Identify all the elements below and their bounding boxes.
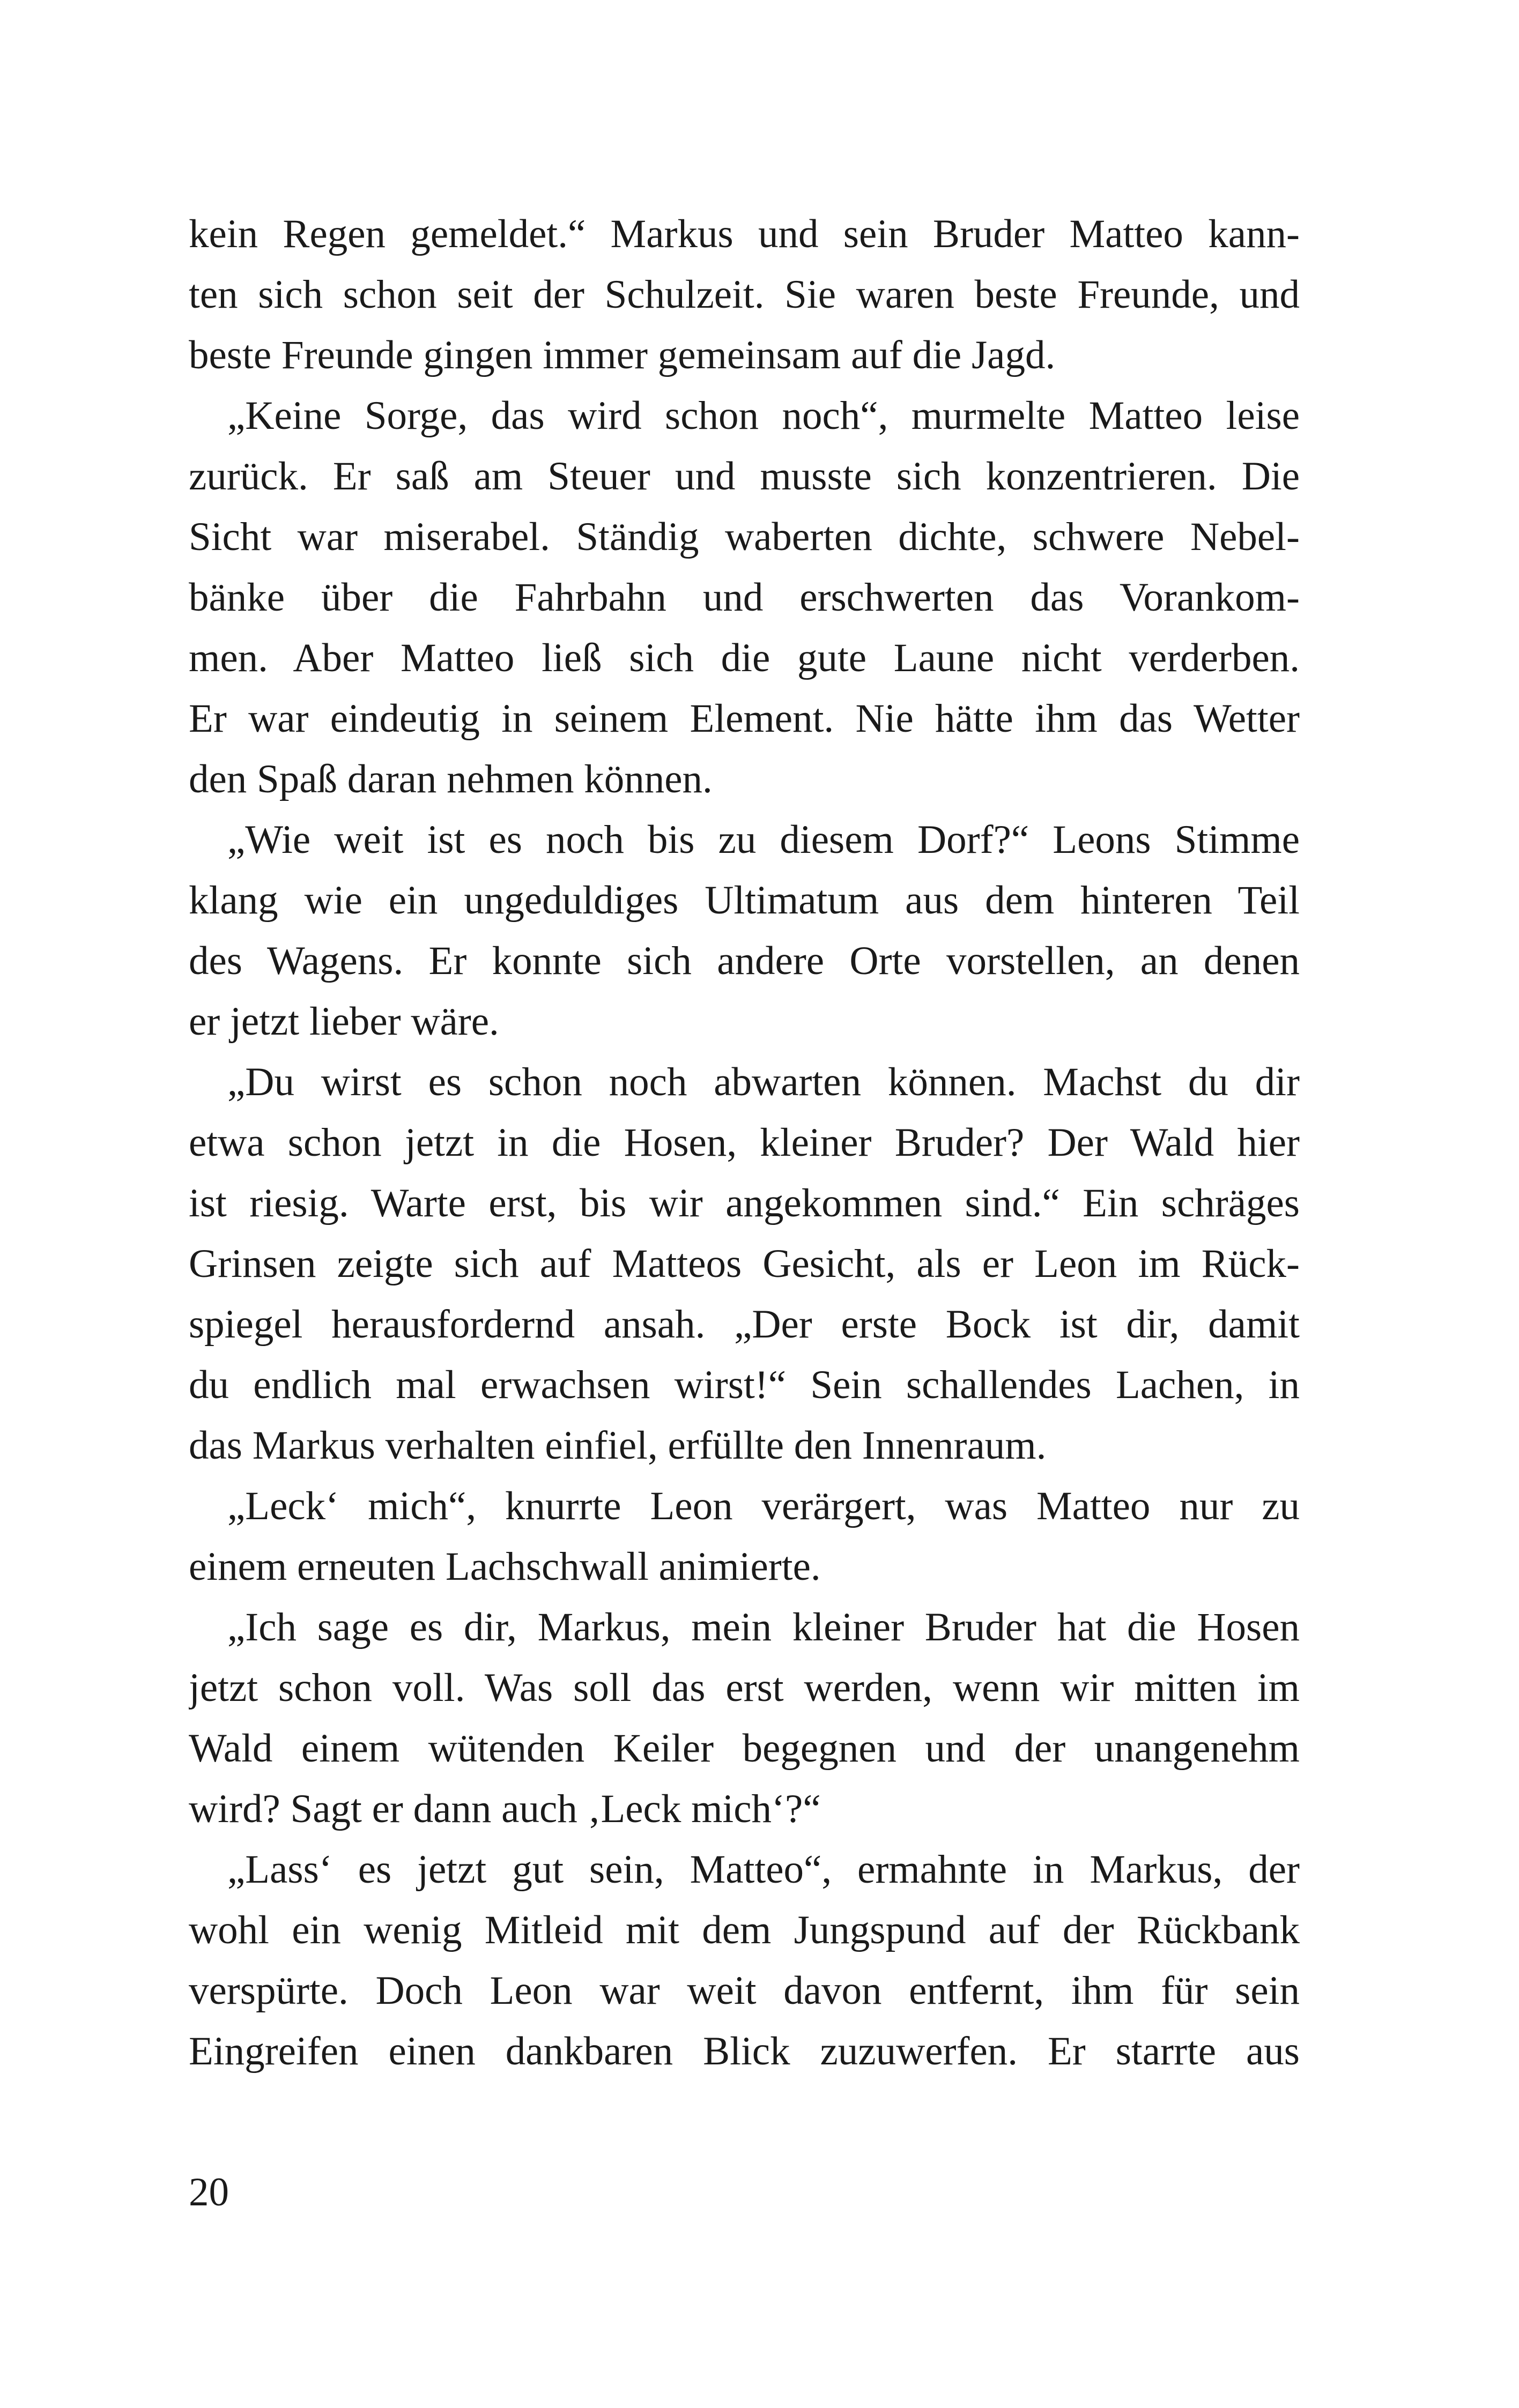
text-line: einem erneuten Lachschwall animierte. — [189, 1544, 821, 1589]
text-line: Wald einem wütenden Keiler begegnen und der unangenehm — [189, 1726, 1300, 1771]
text-line: des Wagens. Er konnte sich andere Orte vorstellen, an denen — [189, 939, 1300, 983]
text-line: spiegel herausfordernd ansah. „Der erste Bock ist dir, damit — [189, 1302, 1300, 1347]
text-line: zurück. Er saß am Steuer und musste sich konzentrieren. Die — [189, 454, 1300, 499]
text-line: Er war eindeutig in seinem Element. Nie hätte ihm das Wetter — [189, 696, 1300, 741]
text-line: wohl ein wenig Mitleid mit dem Jungspund auf der Rückbank — [189, 1908, 1300, 1952]
text-line: ist riesig. Warte erst, bis wir angekommen sind.“ Ein schräges — [189, 1181, 1300, 1225]
text-line: Sicht war miserabel. Ständig waberten dichte, schwere Nebel- — [189, 515, 1300, 559]
text-line: ten sich schon seit der Schulzeit. Sie waren beste Freunde, und — [189, 272, 1300, 317]
body-text — [189, 204, 1300, 2082]
text-line: wird? Sagt er dann auch ‚Leck mich‘?“ — [189, 1787, 821, 1831]
text-line: „Ich sage es dir, Markus, mein kleiner Bruder hat die Hosen — [227, 1605, 1300, 1649]
text-line: verspürte. Doch Leon war weit davon entfernt, ihm für sein — [189, 1968, 1300, 2013]
text-line: „Keine Sorge, das wird schon noch“, murmelte Matteo leise — [227, 393, 1300, 438]
text-line: du endlich mal erwachsen wirst!“ Sein schallendes Lachen, in — [189, 1363, 1300, 1407]
text-line: „Lass‘ es jetzt gut sein, Matteo“, ermahnte in Markus, der — [227, 1847, 1300, 1892]
text-line: Eingreifen einen dankbaren Blick zuzuwerfen. Er starrte aus — [189, 2029, 1300, 2073]
text-line: klang wie ein ungeduldiges Ultimatum aus dem hinteren Teil — [189, 878, 1300, 923]
text-line: jetzt schon voll. Was soll das erst werden, wenn wir mitten im — [189, 1666, 1300, 1710]
text-line: den Spaß daran nehmen können. — [189, 757, 713, 801]
text-line: men. Aber Matteo ließ sich die gute Laune nicht verderben. — [189, 636, 1300, 680]
text-line: er jetzt lieber wäre. — [189, 999, 499, 1044]
text-line: „Wie weit ist es noch bis zu diesem Dorf?“ Leons Stimme — [227, 817, 1300, 862]
text-line: beste Freunde gingen immer gemeinsam auf die Jagd. — [189, 333, 1056, 377]
text-line: bänke über die Fahrbahn und erschwerten das Vorankom- — [189, 575, 1300, 620]
text-line: das Markus verhalten einfiel, erfüllte den Innenraum. — [189, 1423, 1047, 1468]
text-line: kein Regen gemeldet.“ Markus und sein Bruder Matteo kann- — [189, 212, 1300, 256]
page-number: 20 — [189, 2170, 229, 2214]
text-line: etwa schon jetzt in die Hosen, kleiner Bruder? Der Wald hier — [189, 1120, 1300, 1165]
text-line: Grinsen zeigte sich auf Matteos Gesicht, als er Leon im Rück- — [189, 1242, 1300, 1286]
text-line: „Leck‘ mich“, knurrte Leon verärgert, was Matteo nur zu — [227, 1484, 1300, 1528]
text-line: „Du wirst es schon noch abwarten können. Machst du dir — [227, 1060, 1300, 1104]
